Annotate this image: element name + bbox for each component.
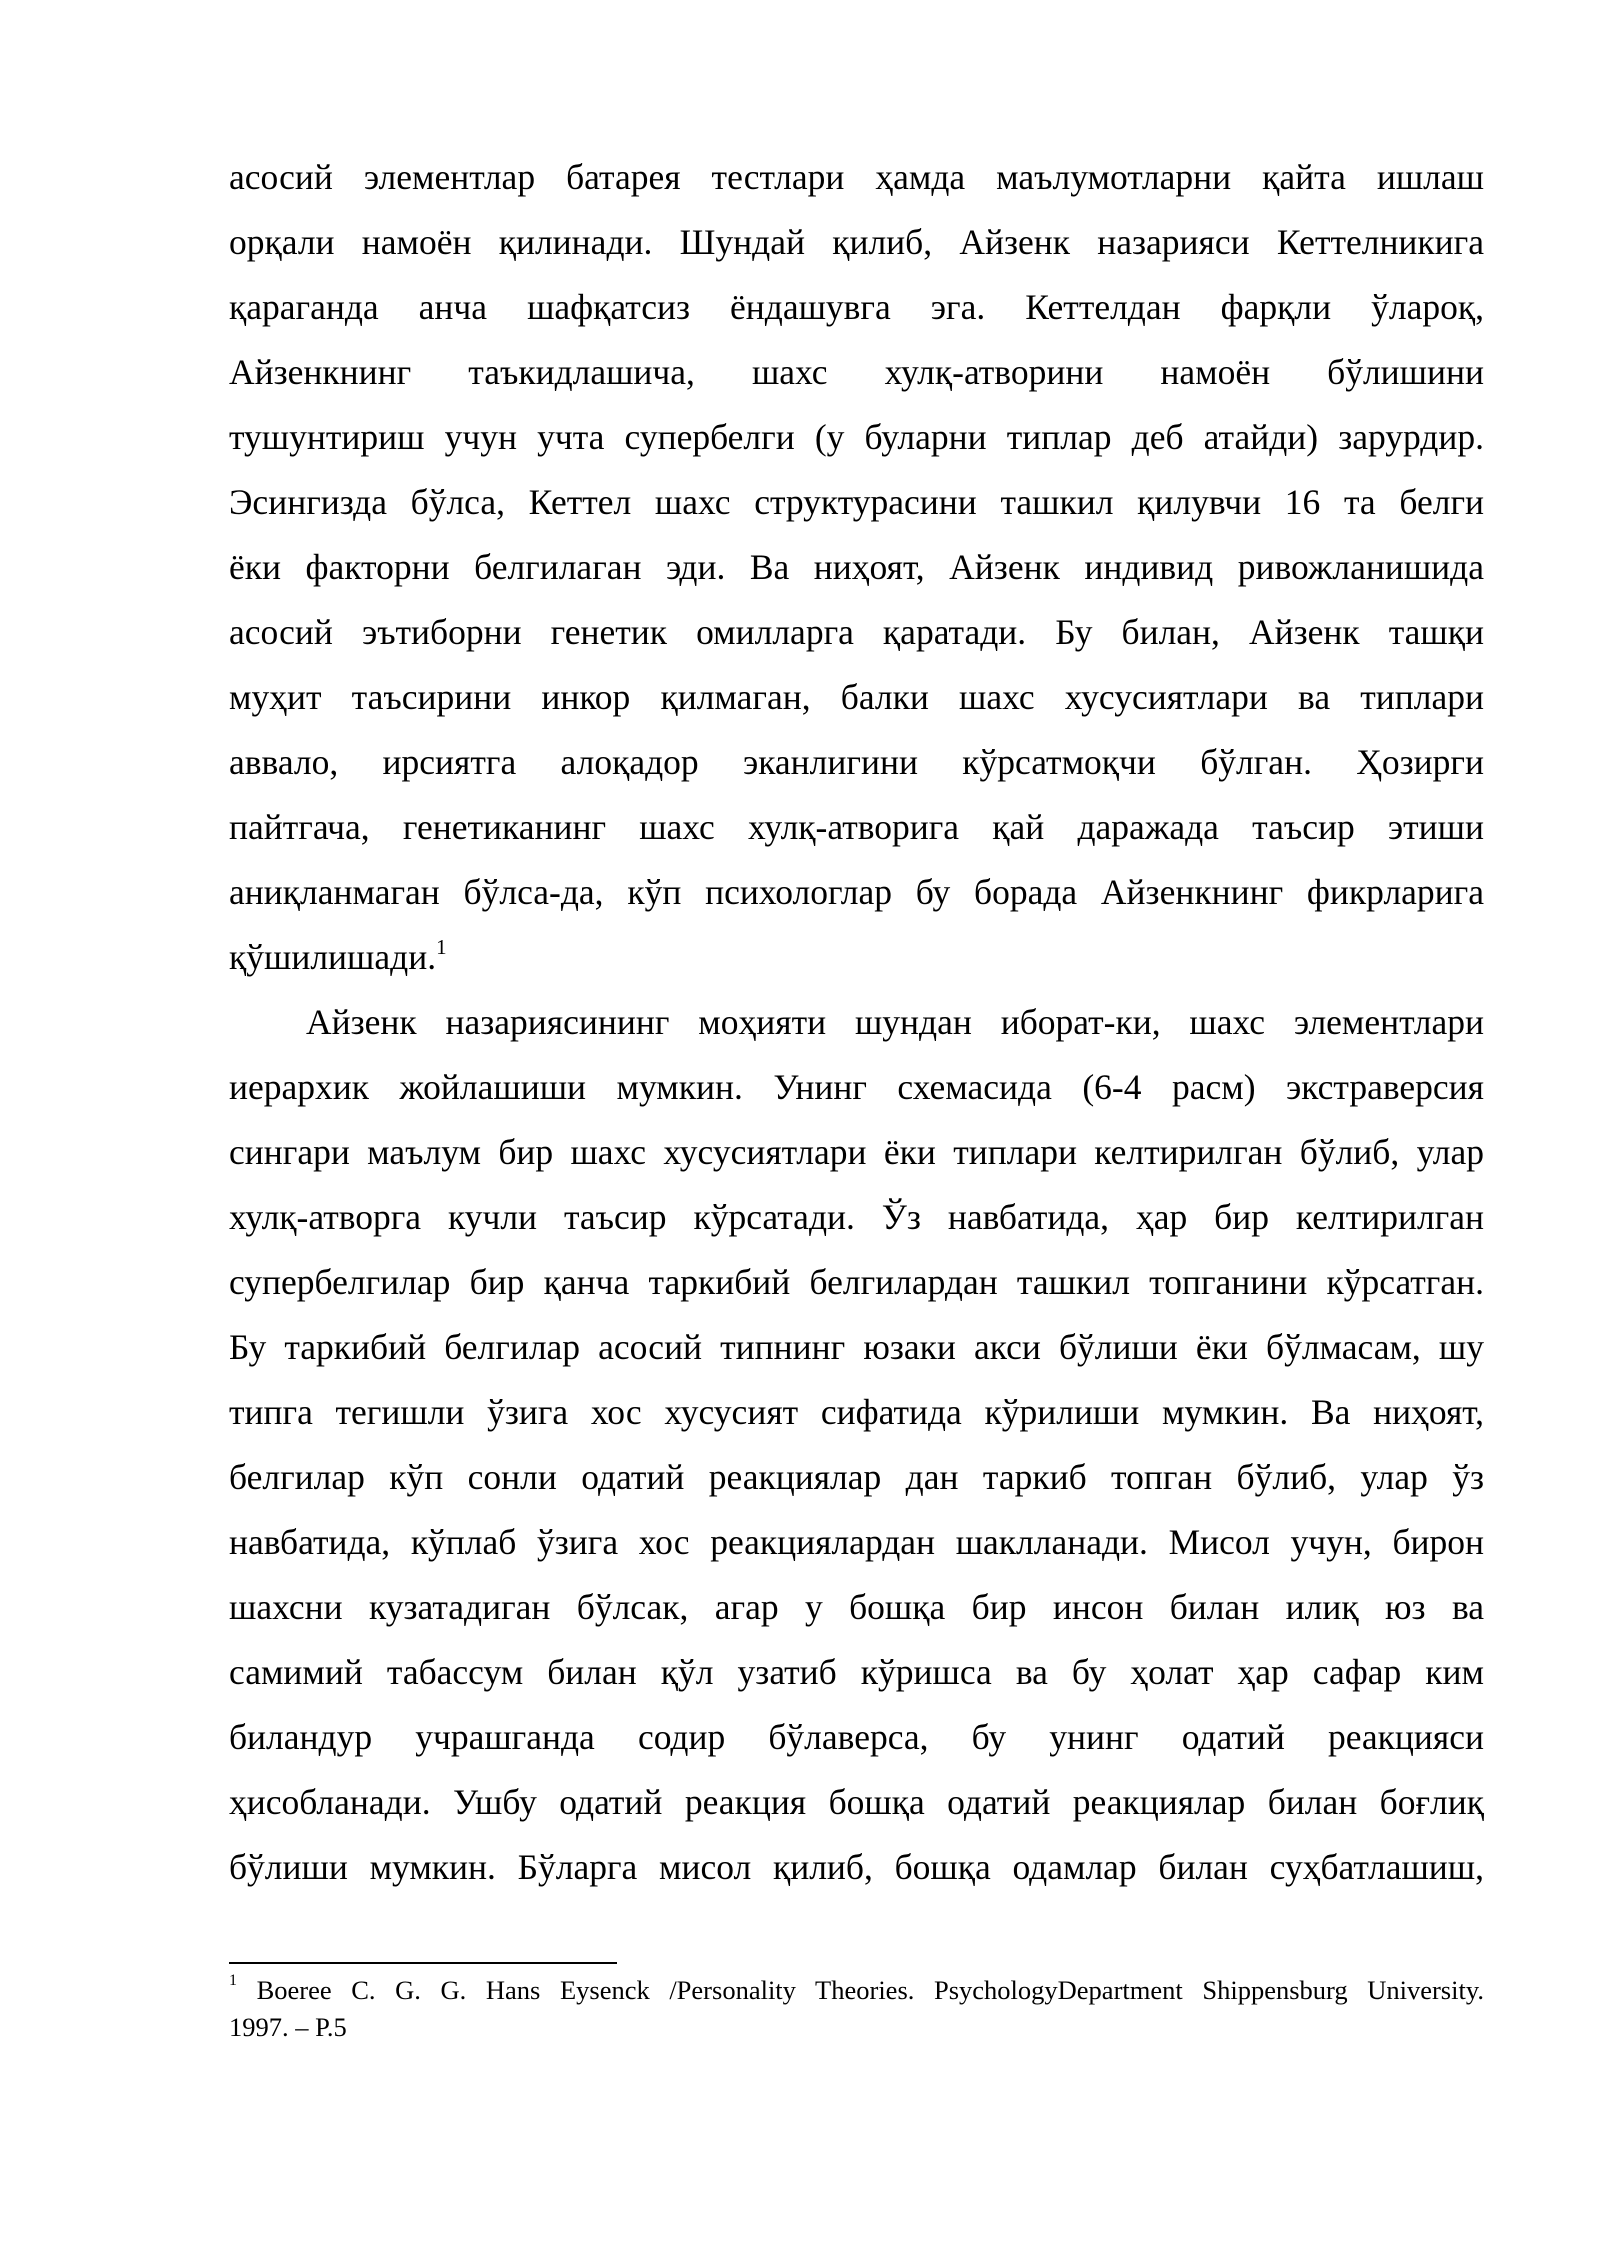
- text-line: пайтгача, генетиканинг шахс хулқ-атворига қай даражада таъсир этиши: [229, 807, 1484, 847]
- footnote-separator: [229, 1962, 617, 1964]
- text-line: Бу таркибий белгилар асосий типнинг юзаки акси бўлиши ёки бўлмасам, шу: [229, 1327, 1484, 1367]
- text-line: орқали намоён қилинади. Шундай қилиб, Айзенк назарияси Кеттелникига: [229, 222, 1484, 262]
- text-line: шахсни кузатадиган бўлсак, агар у бошқа бир инсон билан илиқ юз ва: [229, 1587, 1484, 1627]
- text-line: аниқланмаган бўлса-да, кўп психологлар бу борада Айзенкнинг фикрларига: [229, 872, 1484, 912]
- footnote-reference[interactable]: 1: [436, 935, 447, 960]
- text-line: хулқ-атворга кучли таъсир кўрсатади. Ўз навбатида, ҳар бир келтирилган: [229, 1197, 1484, 1237]
- text-line: тушунтириш учун учта супербелги (у буларни типлар деб атайди) зарурдир.: [229, 417, 1484, 457]
- text-line: асосий элементлар батарея тестлари ҳамда маълумотларни қайта ишлаш: [229, 157, 1484, 197]
- text-line: самимий табассум билан қўл узатиб кўришса ва бу ҳолат ҳар сафар ким: [229, 1652, 1484, 1692]
- text-line: қўшилишади.: [229, 937, 437, 977]
- text-line: ёки факторни белгилаган эди. Ва ниҳоят, Айзенк индивид ривожланишида: [229, 547, 1484, 587]
- footnote-line: [229, 1972, 1484, 2009]
- text-line: сингари маълум бир шахс хусусиятлари ёки типлари келтирилган бўлиб, улар: [229, 1132, 1484, 1172]
- text-line: аввало, ирсиятга алоқадор эканлигини кўрсатмоқчи бўлган. Ҳозирги: [229, 742, 1484, 782]
- text-line: биландур учрашганда содир бўлаверса, бу унинг одатий реакцияси: [229, 1717, 1484, 1757]
- text-line: асосий эътиборни генетик омилларга қаратади. Бу билан, Айзенк ташқи: [229, 612, 1484, 652]
- footnote-text: Boeree C. G. G. Hans Eysenck /Personality Theories. PsychologyDepartment Shippensburg University.: [256, 1975, 1484, 2005]
- footnote: [229, 1972, 1484, 2046]
- text-line: ҳисобланади. Ушбу одатий реакция бошқа одатий реакциялар билан боғлиқ: [229, 1782, 1484, 1822]
- text-line: типга тегишли ўзига хос хусусият сифатида кўрилиши мумкин. Ва ниҳоят,: [229, 1392, 1484, 1432]
- text-line: қараганда анча шафқатсиз ёндашувга эга. Кеттелдан фарқли ўлароқ,: [229, 287, 1484, 327]
- footnote-line: 1997. – P.5: [229, 2012, 347, 2042]
- text-line: муҳит таъсирини инкор қилмаган, балки шахс хусусиятлари ва типлари: [229, 677, 1484, 717]
- text-line: белгилар кўп сонли одатий реакциялар дан таркиб топган бўлиб, улар ўз: [229, 1457, 1484, 1497]
- text-line: Эсингизда бўлса, Кеттел шахс структурасини ташкил қилувчи 16 та белги: [229, 482, 1484, 522]
- text-line: бўлиши мумкин. Бўларга мисол қилиб, бошқа одамлар билан суҳбатлашиш,: [229, 1847, 1484, 1887]
- text-line: иерархик жойлашиши мумкин. Унинг схемасида (6-4 расм) экстраверсия: [229, 1067, 1484, 1107]
- paragraph-end-line: [229, 925, 1484, 990]
- text-line: навбатида, кўплаб ўзига хос реакциялардан шаклланади. Мисол учун, бирон: [229, 1522, 1484, 1562]
- text-line: супербелгилар бир қанча таркибий белгилардан ташкил топганини кўрсатган.: [229, 1262, 1484, 1302]
- paragraph-first-line: Айзенк назариясининг моҳияти шундан иборат-ки, шахс элементлари: [306, 1002, 1484, 1042]
- text-line: Айзенкнинг таъкидлашича, шахс хулқ-атворини намоён бўлишини: [229, 352, 1484, 392]
- body-text: [229, 145, 1484, 1900]
- footnote-mark: 1: [229, 1972, 237, 1990]
